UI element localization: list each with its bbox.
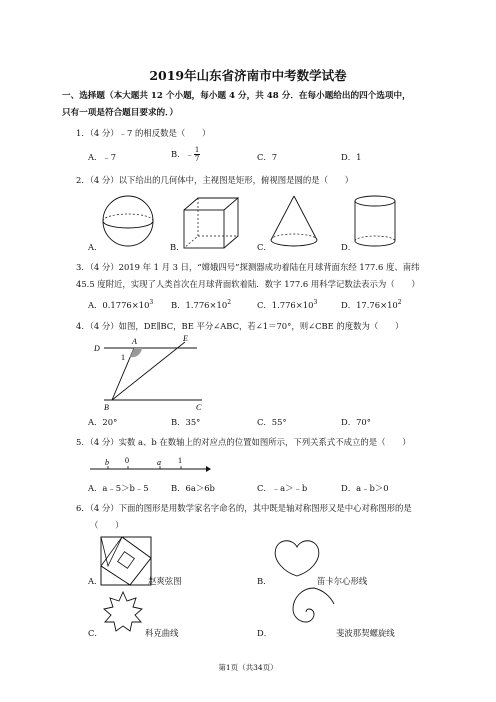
q6-option-a-name: 赵爽弦图 [148, 576, 182, 586]
label-e: E [183, 334, 188, 343]
q2-option-b: B． [170, 242, 185, 252]
q1-option-a: A．﹣7 [88, 152, 117, 162]
q3-option-d-base: D．17.76×10 [341, 300, 398, 310]
q5-option-b: B．6a＞6b [171, 483, 215, 493]
cone-figure [268, 194, 320, 250]
q6-option-b-name: 笛卡尔心形线 [317, 576, 368, 586]
q3-option-a [88, 299, 153, 311]
page-title: 2019年山东省济南市中考数学试卷 [149, 68, 347, 83]
q3-option-a-exponent: 3 [149, 299, 154, 307]
label-zero: 0 [125, 456, 129, 465]
q3-stem-line2: 45.5 度附近，实现了人类首次在月球背面软着陆．数字 177.6 用科学记数法表示为（ ） [76, 279, 420, 289]
q1-stem: 1．（4 分）﹣7 的相反数是（ ） [76, 128, 211, 138]
cylinder-figure [352, 194, 398, 250]
q6-option-d: D． [257, 628, 273, 638]
q3-option-c-base: C．1.776×10 [257, 300, 314, 310]
q6-option-c-name: 科克曲线 [145, 628, 179, 638]
q4-option-d: D．70° [341, 417, 371, 427]
q3-option-b-exponent: 2 [227, 299, 232, 307]
q2-stem: 2．（4 分）以下给出的几何体中，主视图是矩形，俯视图是圆的是（ ） [76, 175, 354, 185]
fraction-denominator: 7 [194, 155, 200, 163]
q5-option-a: A．a﹣5＞b﹣5 [88, 483, 149, 493]
cube-figure [182, 196, 240, 250]
q1-option-b-prefix: B．﹣ [171, 149, 194, 159]
label-b: b [105, 458, 109, 467]
q6-option-a: A． [88, 576, 103, 586]
q3-option-c-exponent: 3 [313, 299, 318, 307]
label-b: B [104, 403, 109, 412]
q4-option-c: C．55° [257, 417, 287, 427]
zhao-shuang-figure [100, 536, 152, 586]
koch-snowflake-figure [100, 590, 146, 636]
parallel-lines-figure [90, 336, 210, 412]
q3-stem-line1: 3．（4 分）2019 年 1 月 3 日，“嫦娥四号”探测器成功着陆在月球背面东经 177.6 度、南纬 [76, 262, 420, 272]
q4-option-b: B．35° [171, 417, 201, 427]
q6-stem-line2: （ ） [90, 520, 124, 530]
q2-option-d: D． [341, 242, 357, 252]
q6-option-b: B． [257, 576, 272, 586]
sphere-figure [98, 194, 158, 248]
q1-option-d: D．1 [341, 152, 362, 162]
q3-option-b [171, 299, 231, 311]
fraction-numerator: 1 [194, 146, 200, 154]
q2-option-c: C． [257, 242, 272, 252]
section-header-line1: 一、选择题（本大题共 12 个小题，每小题 4 分，共 48 分．在每小题给出的四个选项中， [62, 91, 411, 101]
section-header-line2: 只有一项是符合题目要求的．） [62, 108, 179, 118]
q4-stem: 4．（4 分）如图，DE∥BC，BE 平分∠ABC，若∠1＝70°，则∠CBE 的度数为（ ） [76, 321, 404, 331]
q3-option-d-exponent: 2 [397, 299, 402, 307]
label-a: a [157, 458, 161, 467]
page-footer: 第1页（共34页） [218, 663, 278, 672]
label-angle-1: 1 [121, 353, 125, 362]
q1-option-c: C．7 [257, 152, 278, 162]
q6-option-c: C． [88, 628, 103, 638]
q2-option-a: A． [88, 242, 103, 252]
fibonacci-spiral-figure [276, 584, 336, 636]
q6-option-d-name: 斐波那契螺旋线 [336, 628, 395, 638]
cardioid-figure [272, 538, 322, 578]
label-a: A [132, 337, 137, 346]
q3-option-a-base: A．0.1776×10 [88, 300, 150, 310]
label-one: 1 [178, 456, 182, 465]
number-line-figure [88, 455, 212, 477]
q3-option-c [257, 299, 317, 311]
q5-option-d: D．a﹣b＞0 [341, 483, 389, 493]
q3-option-d [341, 299, 402, 311]
q4-option-a: A．20° [88, 417, 118, 427]
label-c: C [196, 403, 202, 412]
q6-stem-line1: 6．（4 分）下面的图形是用数学家名字命名的，其中既是轴对称图形又是中心对称图形的是 [76, 503, 412, 513]
fraction [194, 146, 200, 163]
q5-option-c: C．﹣a＞﹣b [257, 483, 308, 493]
q1-option-b [171, 146, 200, 163]
q5-stem: 5．（4 分）实数 a、b 在数轴上的对应点的位置如图所示，下列关系式不成立的是（ ） [76, 437, 411, 447]
label-d: D [94, 344, 100, 353]
q3-option-b-base: B．1.776×10 [171, 300, 228, 310]
